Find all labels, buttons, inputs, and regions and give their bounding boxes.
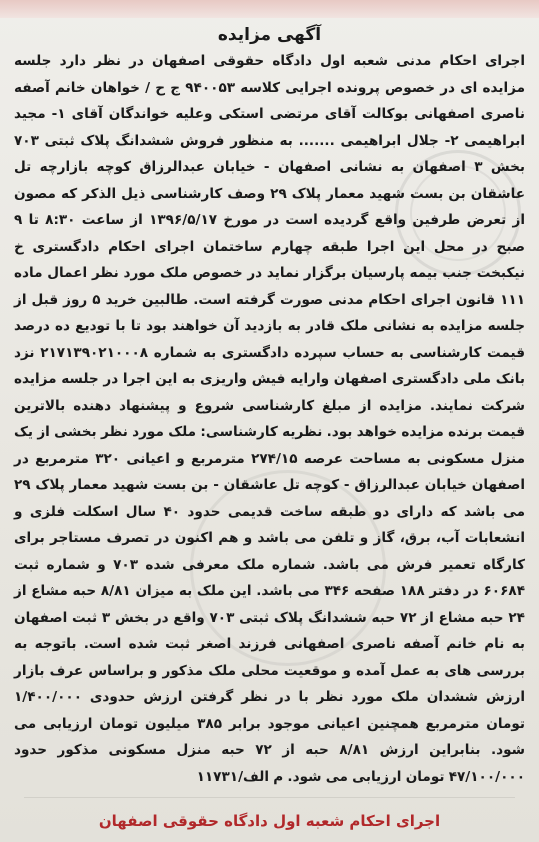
footer-divider <box>24 797 515 798</box>
notice-body: اجرای احکام مدنی شعبه اول دادگاه حقوقی اصفهان در نظر دارد جلسه مزایده ای در خصوص پرونده اجرایی کلاسه ۹۴۰۰۵۳ ج ح / خواهان خانم آصفه ناصری اصفهانی بوکالت آقای مرتضی استکی وعلیه خواندگان آقای ۱- مجید ابراهیمی ۲- جلال ابراهیمی ....... به منظور فروش ششدانگ پلاک ثبتی ۷۰۳ بخش ۳ اصفهان به نشانی اصفهان - خیابان عبدالرزاق کوچه بازارچه تل عاشقان بن بست شهید معمار پلاک ۲۹ وصف کارشناسی ذیل الذکر که مصون از تعرض طرفین واقع گردیده است در مورخ ۱۳۹۶/۵/۱۷ از ساعت ۸:۳۰ تا ۹ صبح در محل این اجرا طبقه چهارم ساختمان اجرای احکام دادگستری خ نیکبخت جنب بیمه پارسیان برگزار نماید در خصوص ملک مورد نظر اعمال ماده ۱۱۱ قانون اجرای احکام مدنی صورت گرفته است. طالبین خرید ۵ روز قبل از جلسه مزایده به نشانی ملک قادر به بازدید آن خواهند بود تا با تودیع ده درصد قیمت کارشناسی به حساب سپرده دادگستری به شماره ۲۱۷۱۳۹۰۲۱۰۰۰۸ نزد بانک ملی دادگستری اصفهان وارایه فیش واریزی به این اجرا در جلسه مزایده شرکت نمایند. مزایده از مبلغ کارشناسی شروع و پیشنهاد دهنده بالاترین قیمت برنده مزایده خواهد بود. نظریه کارشناسی: ملک مورد نظر بخشی از یک منزل مسکونی به مساحت عرصه ۲۷۴/۱۵ مترمربع و اعیانی ۳۲۰ مترمربع در اصفهان خیابان عبدالرزاق - کوچه تل عاشقان - بن بست شهید معمار پلاک ۲۹ می باشد که دارای دو طبقه ساخت قدیمی حدود ۴۰ سال اسکلت فلزی و انشعابات آب، برق، گاز و تلفن می باشد و هم اکنون در تصرف مستاجر برای کارگاه تعمیر فرش می باشد. شماره ملک معرفی شده ۷۰۳ و شماره ثبت ۶۰۶۸۴ در دفتر ۱۸۸ صفحه ۳۴۶ می باشد. این ملک به میزان ۸/۸۱ حبه مشاع از ۲۴ حبه مشاع از ۷۲ حبه ششدانگ پلاک ثبتی ۷۰۳ واقع در بخش ۳ ثبت اصفهان به نام خانم آصفه ناصری اصفهانی فرزند اصغر ثبت شده است. باتوجه به بررسی های به عمل آمده و موقعیت محلی ملک مذکور و براساس عرف بازار ارزش ششدان ملک مورد نظر با در نظر گرفتن ارزش حدودی ۱/۴۰۰/۰۰۰ تومان مترمربع همچنین اعیانی موجود برابر ۳۸۵ میلیون تومان ارزیابی می شود. بنابراین ارزش ۸/۸۱ حبه از ۷۲ حبه منزل مسکونی مذکور حدود ۴۷/۱۰۰/۰۰۰ تومان ارزیابی می شود. م الف/۱۱۷۳۱ <box>14 53 526 785</box>
notice-footer: اجرای احکام شعبه اول دادگاه حقوقی اصفهان <box>98 812 441 830</box>
top-color-strip <box>0 0 539 18</box>
notice-title: آگهی مزایده <box>217 25 322 45</box>
